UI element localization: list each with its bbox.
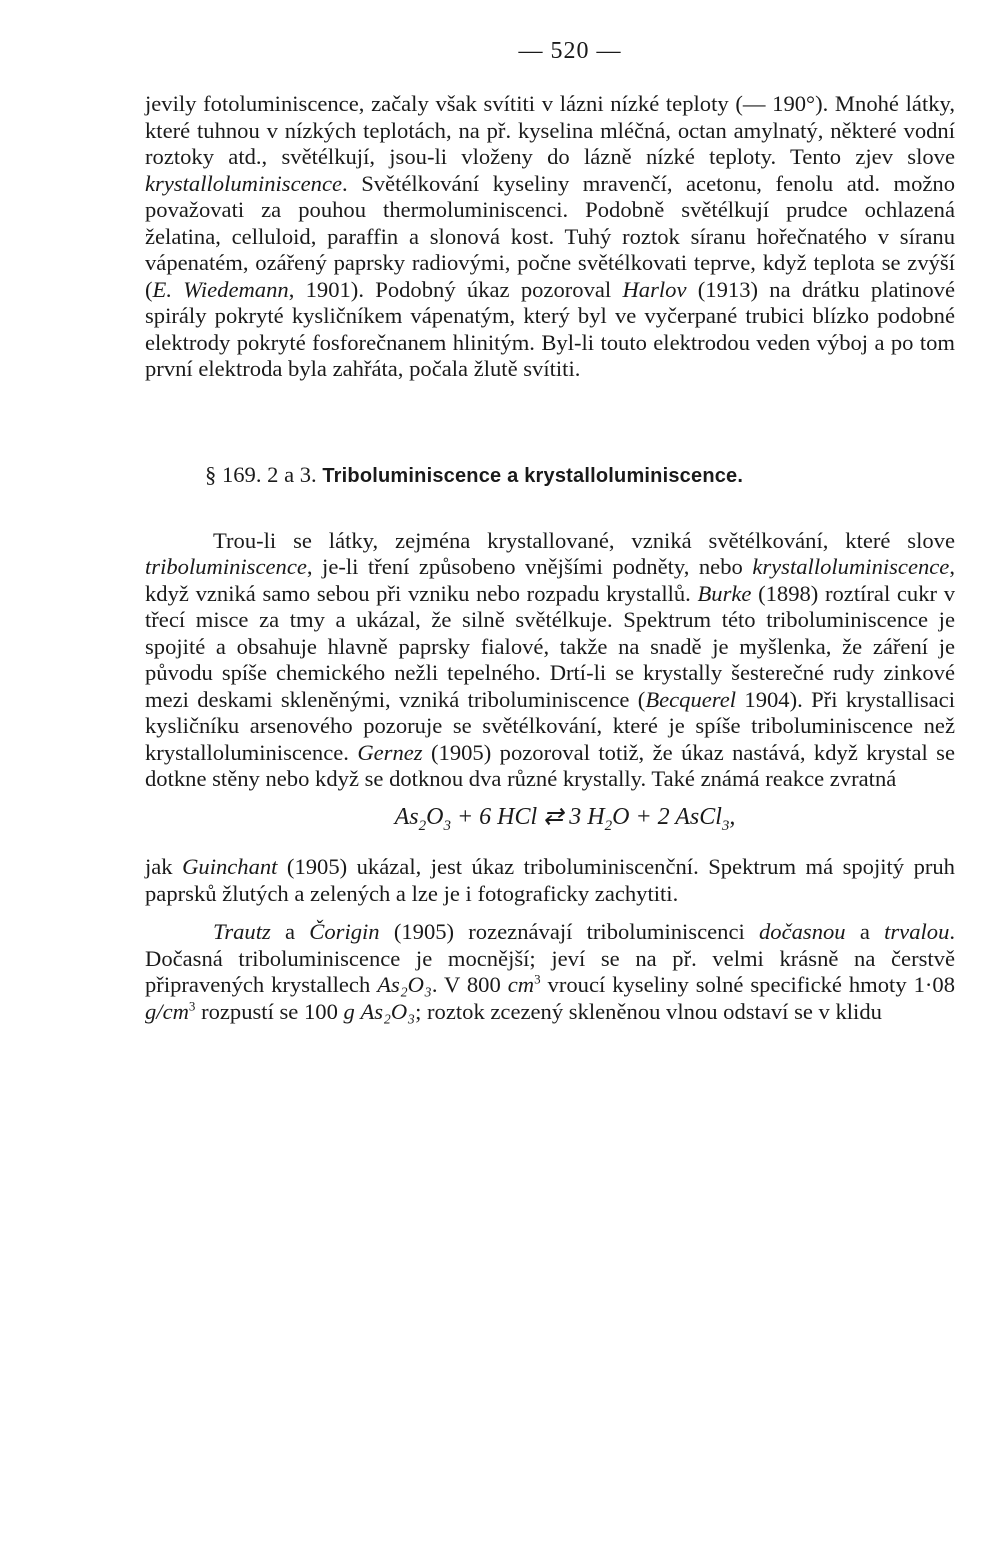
author-becquerel: Becquerel <box>645 686 737 712</box>
formula-part: , <box>729 803 736 830</box>
text-run: , je-li tření způsobeno vnějšími podněty, nebo <box>306 554 753 579</box>
text-run: (1913) na drátku platinové spirály pokryté kysličníkem vápenatým, který byl ve vyčerpané trubici blízko podobné elektrody pokryté fosforečnanem hlinitým. Byl-li touto elektrodou veden výboj a po tom první elektroda byla zahřáta, počala žlutě svítiti. <box>145 276 956 381</box>
formula-inline: As₂O₃ <box>377 972 432 998</box>
paragraph-gap <box>145 907 955 919</box>
formula-subscript: 3 <box>443 817 451 834</box>
text-run: , když vzniká samo sebou při vzniku nebo rozpadu krystallů. <box>145 554 955 606</box>
text-run: . V 800 <box>431 972 508 998</box>
text-run: a <box>270 919 310 945</box>
formula-part: As <box>394 803 419 830</box>
author-gernez: Gernez <box>357 739 423 765</box>
unit: g/cm <box>145 998 189 1024</box>
page-body <box>145 38 955 1025</box>
text-run: . Světélkování kyseliny mravenčí, acetonu, fenolu atd. možno považovati za pouhou thermoluminiscenci. Podobně světélkují prudce ochlazená želatina, celluloid, paraffin a slonová kost. Tuhý roztok síranu hořečnatého v síranu vápenatém, ozářený paprsky radiovými, počne světélkovati teprve, když teplota se zvýší ( <box>145 170 955 302</box>
paragraph-trautz <box>145 919 955 1025</box>
text-run: jevily fotoluminiscence, začaly však svítiti v lázni nízké teploty (— 190°). Mnohé látky, které tuhnou v nízkých teplotách, na př. kyselina mléčná, octan amylnatý, některé vodní roztoky atd., světélkují, jsou-li vloženy do lázně nízké teploty. Tento zjev slove <box>145 91 955 169</box>
author-trautz: Trautz <box>213 919 271 945</box>
formula-subscript: 2 <box>418 817 427 834</box>
term-krystalloluminiscence: krystalloluminiscence <box>752 554 950 579</box>
text-run: jak <box>145 854 183 880</box>
term-triboluminiscence: triboluminiscence <box>145 554 307 579</box>
text-run: ; roztok zcezený skleněnou vlnou odstaví se v klidu <box>415 998 882 1024</box>
text-run: (1905) pozoroval totiž, že úkaz nastává, když krystal se dotkne stěny nebo když se dotknou dva různé krystally. Také známá reakce zvratná <box>145 739 955 791</box>
term-trvalou: trvalou <box>884 919 950 945</box>
term-krystalloluminiscence: krystalloluminiscence <box>145 170 343 196</box>
author-wiedemann: E. Wiedemann <box>152 276 289 302</box>
text-run: a <box>845 919 885 945</box>
section-heading <box>145 461 955 490</box>
text-run: rozpustí se 100 <box>195 998 344 1024</box>
chemical-equation <box>145 802 955 841</box>
paragraph-triboluminescence <box>145 528 955 793</box>
formula-inline: As₂O₃ <box>360 998 416 1024</box>
paragraph-guinchant <box>145 854 955 907</box>
author-guinchant: Guinchant <box>182 854 278 880</box>
section-title: Triboluminiscence a krystalloluminiscence. <box>322 464 744 487</box>
author-burke: Burke <box>697 580 752 606</box>
unit-exponent: 3 <box>188 998 196 1014</box>
text-run: vroucí kyseliny solné specifické hmoty 1·08 <box>540 972 955 998</box>
author-harlov: Harlov <box>622 276 687 302</box>
unit: g <box>343 998 355 1024</box>
formula-subscript: 3 <box>721 817 730 834</box>
text-run: . Dočasná triboluminiscence je mocnější; jeví se na př. velmi krásně na čerstvě připravených krystallech <box>145 919 956 998</box>
formula-part: O + 2 AsCl <box>612 803 722 830</box>
page-number: — 520 — <box>518 38 622 64</box>
text-run: (1898) roztíral cukr v třecí misce za tmy a ukázal, že silně světélkuje. Spektrum této triboluminiscence je spojité a obsahuje hlavně paprsky fialové, takže na snadě je myšlenka, že záření je původu spíše chemického nežli tepelného. Drtí-li se krystally šesterečné rudy zinkové mezi deskami skleněnými, vzniká triboluminiscence ( <box>145 580 955 712</box>
formula-subscript: 2 <box>604 817 613 834</box>
text-run: , 1901). Podobný úkaz pozoroval <box>288 276 623 302</box>
section-number: § 169. 2 a 3. <box>205 461 317 487</box>
formula-part: + 6 HCl ⇄ 3 H <box>450 803 605 830</box>
text-run: (1905) ukázal, jest úkaz triboluminiscenční. Spektrum má spojitý pruh paprsků žlutých a zelených a lze je i fotograficky zachytiti. <box>145 854 955 906</box>
unit-exponent: 3 <box>534 971 541 987</box>
paragraph-thermoluminescence <box>145 91 955 383</box>
text-run: 1904). Při krystallisaci kysličníku arsenového pozoruje se světélkování, které je spíše triboluminiscence než krystalloluminiscence. <box>145 686 955 765</box>
term-docasnou: dočasnou <box>758 919 846 945</box>
author-corigin: Čorigin <box>309 919 380 945</box>
formula-part: O <box>426 803 444 830</box>
unit: cm <box>507 972 535 998</box>
text-run: (1905) rozeznávají triboluminiscenci <box>379 919 759 945</box>
text-run: Trou-li se látky, zejména krystallované, vzniká světélkování, které slove <box>213 527 955 553</box>
